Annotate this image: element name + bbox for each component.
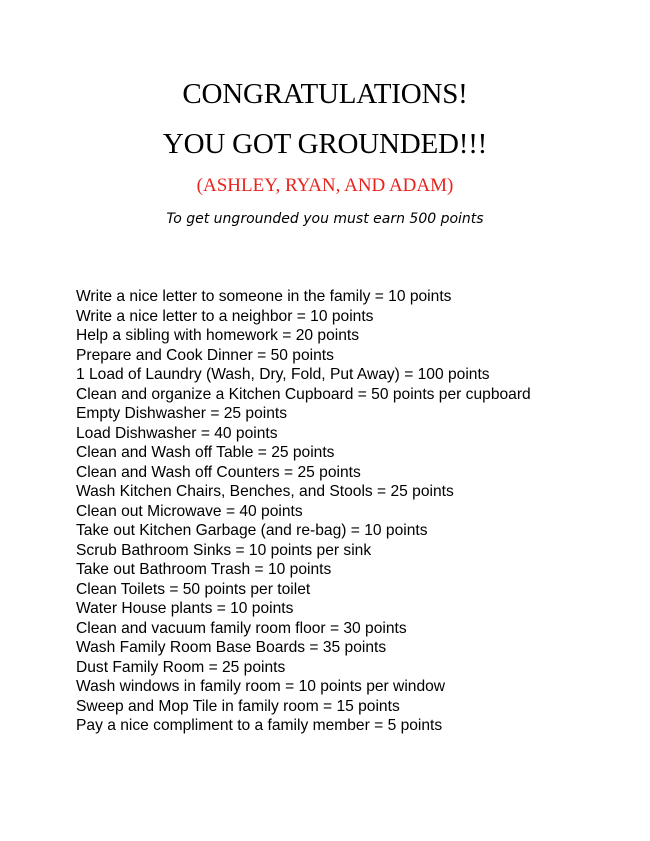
chore-item: Wash Kitchen Chairs, Benches, and Stools = 25 points: [76, 483, 454, 500]
chore-item: Clean and Wash off Counters = 25 points: [76, 463, 361, 481]
chore-item: Scrub Bathroom Sinks = 10 points per sink: [76, 541, 372, 559]
points-goal: To get ungrounded you must earn 500 points: [166, 211, 484, 227]
chore-item: Write a nice letter to someone in the family = 10 points: [76, 288, 452, 305]
chore-item: Clean out Microwave = 40 points: [76, 502, 303, 520]
chore-item: Take out Bathroom Trash = 10 points: [76, 561, 332, 578]
chore-item: Help a sibling with homework = 20 points: [76, 327, 360, 344]
chore-item: Pay a nice compliment to a family member = 5 points: [76, 717, 443, 734]
heading-grounded: YOU GOT GROUNDED!!!: [162, 128, 488, 160]
chore-item: Prepare and Cook Dinner = 50 points: [76, 346, 334, 364]
chore-item: Dust Family Room = 25 points: [76, 658, 286, 676]
chore-list: [76, 287, 531, 736]
chore-item: Clean and vacuum family room floor = 30 points: [76, 619, 407, 637]
chore-item: Wash windows in family room = 10 points per window: [76, 678, 446, 695]
chore-item: Clean and organize a Kitchen Cupboard = 50 points per cupboard: [76, 385, 531, 403]
chore-item: Empty Dishwasher = 25 points: [76, 405, 288, 422]
chore-item: Take out Kitchen Garbage (and re-bag) = 10 points: [76, 522, 428, 539]
chore-item: Wash Family Room Base Boards = 35 points: [76, 639, 387, 656]
chore-item: 1 Load of Laundry (Wash, Dry, Fold, Put Away) = 100 points: [76, 366, 490, 383]
chore-item: Sweep and Mop Tile in family room = 15 points: [76, 697, 400, 715]
chore-item: Write a nice letter to a neighbor = 10 points: [76, 307, 374, 325]
grounded-names: (ASHLEY, RYAN, AND ADAM): [196, 175, 454, 196]
heading-congratulations: CONGRATULATIONS!: [182, 78, 468, 110]
chore-item: Clean and Wash off Table = 25 points: [76, 444, 335, 461]
chore-item: Water House plants = 10 points: [76, 600, 294, 617]
chore-item: Load Dishwasher = 40 points: [76, 424, 278, 442]
chore-item: Clean Toilets = 50 points per toilet: [76, 580, 311, 598]
